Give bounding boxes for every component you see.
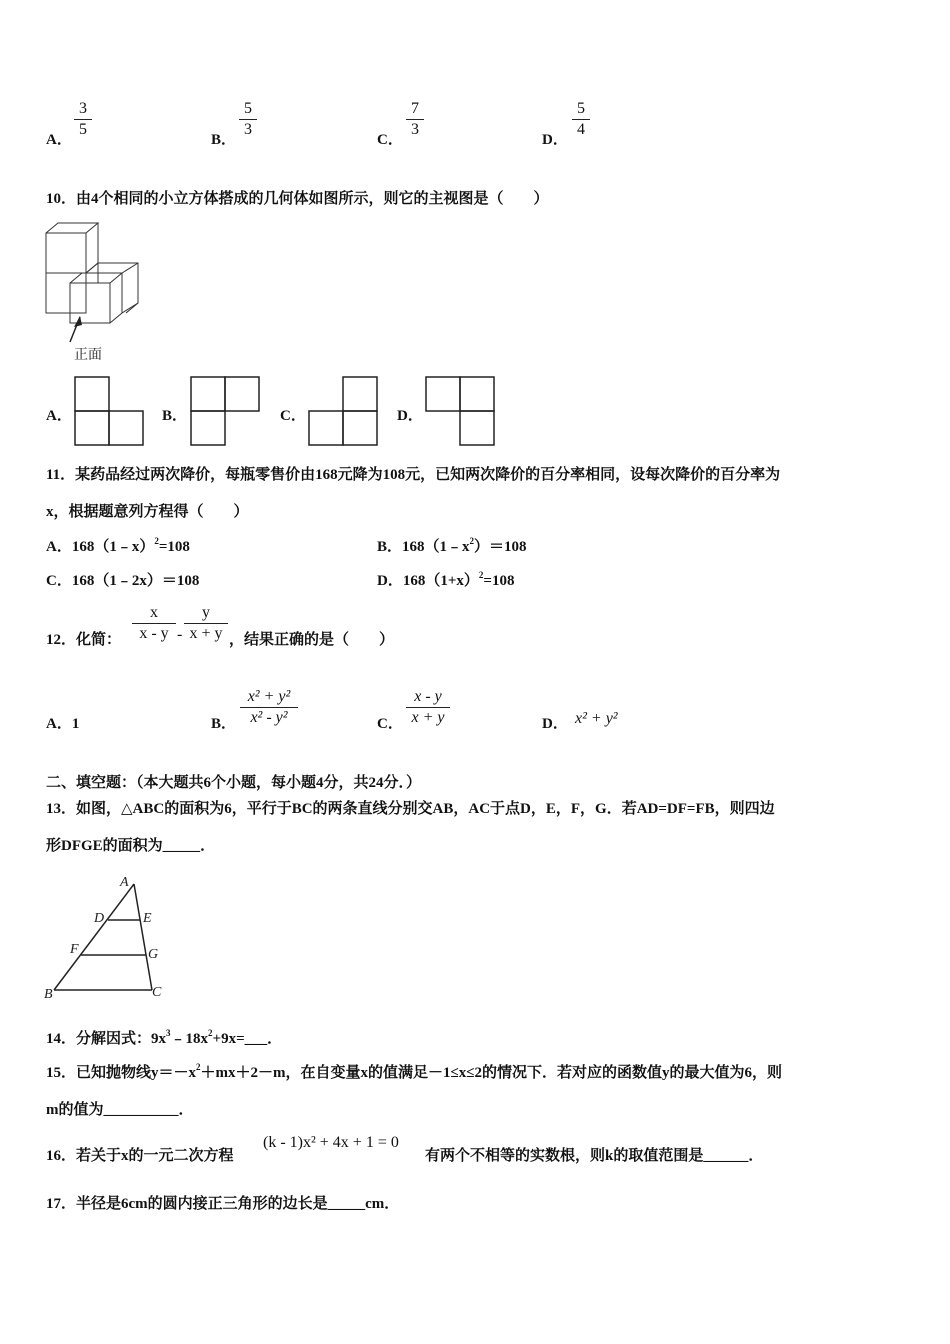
q12-option-d-letter: D． — [542, 716, 568, 732]
q14-text: 14．分解因式：$9x^3﹣18x^2+9x=\_\_\_$． — [46, 1028, 283, 1047]
q16-prefix: 16．若关于x的一元二次方程 — [46, 1148, 234, 1164]
q13-triangle-figure — [42, 872, 170, 1002]
q10-option-d-figure — [425, 376, 497, 446]
q11-line2: x，根据题意列方程得（ ） — [46, 504, 249, 520]
q13-label-c: C — [152, 985, 162, 1000]
q10-option-d-letter: D． — [397, 408, 423, 424]
q9-option-c-fraction: 7 3 — [406, 100, 424, 139]
q13-label-a: A — [120, 875, 129, 890]
q16-equation: (k - 1)x² + 4x + 1 = 0 — [263, 1134, 399, 1151]
q10-figure — [44, 220, 140, 362]
q12-minus: - — [177, 626, 183, 643]
q10-option-a-figure — [74, 376, 146, 446]
q10-option-b-figure — [190, 376, 262, 446]
q11-line1: 11．某药品经过两次降价，每瓶零售价由168元降为108元，已知两次降价的百分率相同，设每次降价的百分率为 — [46, 467, 781, 483]
q10-option-c-figure — [308, 376, 380, 446]
q12-option-b-letter: B． — [211, 716, 237, 732]
section-2-title: 二、填空题：（本大题共6个小题，每小题4分，共24分．） — [46, 775, 422, 791]
q13-label-b: B — [44, 987, 53, 1002]
q10-option-a-letter: A． — [46, 408, 72, 424]
q13-label-e: E — [143, 911, 152, 926]
q9-option-c-letter: C． — [377, 132, 403, 148]
q16-suffix: 有两个不相等的实数根，则k的取值范围是______． — [425, 1148, 764, 1164]
q9-option-a-letter: A． — [46, 132, 72, 148]
q9-option-b-letter: B． — [211, 132, 237, 148]
q9-option-d-letter: D． — [542, 132, 568, 148]
q10-option-c-letter: C． — [280, 408, 306, 424]
q12-fraction-2: y x + y — [184, 604, 228, 643]
q17-text: 17．半径是6cm的圆内接正三角形的边长是_____cm． — [46, 1196, 400, 1212]
q11-option-c: C．168（1﹣2x）＝108 — [46, 573, 200, 589]
q9-option-d-fraction: 5 4 — [572, 100, 590, 139]
q13-label-f: F — [70, 942, 79, 957]
q12-option-c-fraction: x - y x + y — [406, 688, 450, 727]
q13-line2: 形DFGE的面积为_____． — [46, 838, 216, 854]
q9-option-a-fraction: 3 5 — [74, 100, 92, 139]
q12-suffix: ，结果正确的是（ ） — [229, 632, 395, 648]
q12-option-b-fraction: x² + y² x² - y² — [240, 688, 298, 727]
q12-option-d-value: x² + y² — [575, 710, 618, 727]
q10-front-label: 正面 — [74, 348, 102, 362]
q13-line1: 13．如图，△ABC的面积为6，平行于BC的两条直线分别交AB，AC于点D，E，F，G．若AD=DF=FB，则四边 — [46, 801, 775, 817]
q12-option-a: A．1 — [46, 716, 80, 732]
q15-line2: m的值为__________． — [46, 1102, 194, 1118]
q11-option-b: B．$168(1﹣x^2)=108$ — [377, 536, 527, 555]
q12-fraction-1: x x - y — [132, 604, 176, 643]
q15-line1: 15．已知抛物线$y=-x^2+mx+2-m$，在自变量x的值满足－1≤x≤2的情况下．若对应的函数值y的最大值为6，则 — [46, 1062, 782, 1081]
q13-label-g: G — [148, 947, 159, 962]
q12-prefix: 12．化简： — [46, 632, 122, 648]
q11-option-a: A．168（1﹣x）$^2$=108 — [46, 536, 190, 555]
q9-option-b-fraction: 5 3 — [239, 100, 257, 139]
q11-option-d: D．$168(1+x)^2=108$ — [377, 570, 515, 589]
q12-option-c-letter: C． — [377, 716, 403, 732]
q10-option-b-letter: B． — [162, 408, 188, 424]
q10-text: 10．由4个相同的小立方体搭成的几何体如图所示，则它的主视图是（ ） — [46, 191, 549, 207]
q13-label-d: D — [94, 911, 105, 926]
